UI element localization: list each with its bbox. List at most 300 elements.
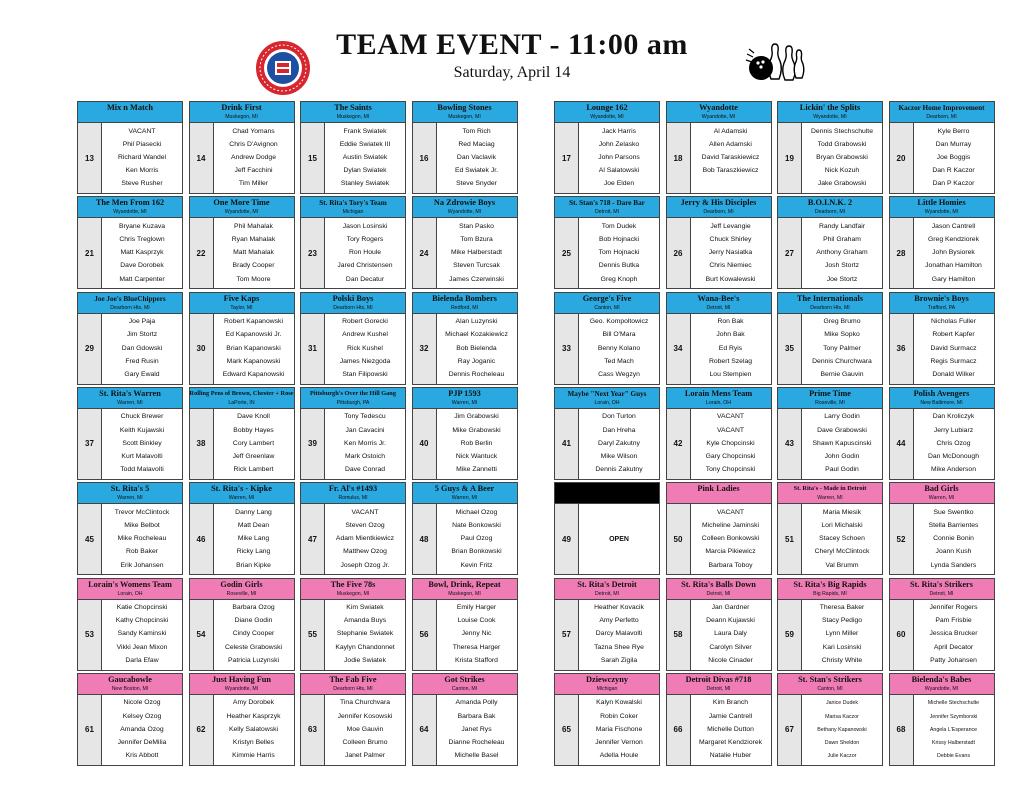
player-name: Dennis Churchwara [812, 357, 872, 365]
player-name: Robert Szelag [708, 357, 753, 365]
player-name: Danny Lang [235, 508, 272, 516]
team-card [777, 196, 883, 289]
team-header [778, 293, 882, 314]
player-name: Stan Pasko [459, 222, 494, 230]
player-name: John Parsons [598, 153, 640, 161]
player-name: Joe Elden [603, 180, 635, 188]
player-name: Edward Kapanowski [222, 370, 285, 378]
team-location: Lorain, OH [594, 399, 620, 406]
team-location: Muskegon, MI [448, 114, 481, 120]
player-name: Ted Mach [604, 357, 634, 365]
player-name: Robert Kapanowski [224, 318, 283, 326]
player-name: Robert Kapfer [932, 331, 975, 339]
player-name: Kalyn Kowalski [596, 699, 642, 707]
player-name: Amy Perfetto [599, 617, 639, 625]
team-header [301, 388, 405, 409]
player-name: Lori Michalski [821, 521, 863, 529]
player-name: Mike Zannetti [456, 466, 497, 474]
team-card [300, 387, 406, 480]
team-location: Michigan [596, 685, 618, 692]
team-location: Muskegon, MI [225, 114, 258, 120]
player-name: Bernie Gauvin [820, 370, 864, 378]
player-name: Stan Filipowski [342, 370, 388, 378]
team-header [890, 579, 994, 600]
team-number: 67 [778, 695, 802, 765]
player-name: Gary Hamilton [931, 275, 976, 283]
team-roster [437, 504, 517, 574]
player-name: John Bysiorek [932, 249, 975, 257]
player-name: Ricky Lang [236, 548, 271, 556]
player-name: Marisa Kaczor [825, 713, 859, 720]
player-name: Jason Losinski [342, 222, 388, 230]
team-header [78, 674, 182, 695]
player-name: Geo. Kompoltowicz [589, 318, 649, 326]
team-name: The Five 78s [330, 579, 376, 589]
team-number: 66 [667, 695, 691, 765]
player-name: Burt Kowalewski [705, 275, 756, 283]
team-location: Lorain, OH [117, 590, 143, 597]
team-roster [579, 409, 659, 479]
player-name: Kyle Berro [937, 127, 970, 135]
team-number: 32 [413, 314, 437, 384]
team-header [413, 579, 517, 600]
player-name: Ed Ryis [718, 344, 743, 352]
team-location: Warren, MI [451, 399, 478, 406]
player-name: Nick Wantuck [455, 453, 498, 461]
team-header [413, 483, 517, 504]
team-location: Dearborn Hts, MI [110, 304, 150, 311]
team-number: 21 [78, 218, 102, 288]
team-roster [325, 409, 405, 479]
player-name: Kim Branch [712, 699, 749, 707]
team-card [889, 196, 995, 289]
player-name: Randy Landfair [818, 222, 866, 230]
team-name: St. Rita's Big Rapids [793, 579, 867, 589]
player-name: Krissy Halberstadt [932, 739, 975, 746]
team-name: The Men From 162 [95, 198, 165, 208]
team-number: 58 [667, 600, 691, 670]
team-card [554, 101, 660, 194]
player-name: Pam Frisbie [935, 617, 972, 625]
player-name: Janet Rys [461, 725, 492, 733]
team-roster [325, 504, 405, 574]
team-name: Drink First [221, 103, 262, 112]
player-name: Erik Johansen [120, 561, 164, 569]
player-name: Mike Grabowski [452, 426, 501, 434]
player-name: Nicole Ozog [123, 699, 161, 707]
player-name: Jared Christensen [337, 262, 393, 270]
team-header [413, 197, 517, 218]
team-location: Warren, MI [451, 495, 478, 502]
team-card [666, 196, 772, 289]
player-name: Jim Stortz [126, 331, 158, 339]
team-roster [325, 218, 405, 288]
team-name: Jerry & His Disciples [680, 198, 757, 208]
team-card [666, 578, 772, 671]
player-name: Dan Murray [935, 140, 972, 148]
team-location: Lorain, OH [705, 399, 732, 406]
player-name: Phil Piasecki [122, 140, 162, 148]
team-number: 42 [667, 409, 691, 479]
team-number: 62 [190, 695, 214, 765]
team-card [412, 387, 518, 480]
player-name: VACANT [351, 508, 379, 516]
player-name: Phil Mahalak [234, 222, 273, 230]
team-header [555, 579, 659, 600]
team-name: Five Kaps [223, 293, 260, 303]
team-location: Wyandotte, MI [224, 209, 259, 216]
player-name: Trevor McClintock [114, 508, 170, 516]
player-name: John Godin [824, 453, 860, 461]
player-name: Kaylyn Chandonnet [335, 643, 395, 651]
team-number: 22 [190, 218, 214, 288]
player-name: Jeff Greenlaw [232, 453, 275, 461]
team-roster [579, 695, 659, 765]
team-card [666, 292, 772, 385]
player-name: John Zelasko [598, 140, 640, 148]
team-number: 28 [890, 218, 914, 288]
player-name: Tom Rich [462, 127, 491, 135]
player-name: Dave Conrad [344, 466, 386, 474]
team-location: Detroit, MI [706, 304, 731, 311]
player-name: Eddie Swiatek III [339, 140, 391, 148]
team-location: Wyandotte, MI [224, 685, 259, 692]
team-header [301, 197, 405, 218]
team-location: Detroit, MI [706, 590, 731, 597]
team-name: Bielenda's Babes [911, 674, 972, 684]
team-roster [214, 695, 294, 765]
team-roster [579, 218, 659, 288]
player-name: Michelle Stechschulte [927, 700, 980, 707]
player-name: Barbara Bak [457, 712, 496, 720]
team-name: Lickin' the Splits [799, 103, 861, 112]
team-card [554, 482, 660, 575]
team-location: Wyandotte, MI [113, 209, 147, 216]
player-name: Tory Rogers [346, 236, 384, 244]
team-location: Roseville, MI [815, 399, 845, 406]
team-roster [802, 600, 882, 670]
player-name: Rob Baker [125, 548, 159, 556]
team-header [555, 388, 659, 409]
team-name: The Saints [334, 103, 372, 112]
player-name: Dan Kroliczyk [932, 413, 975, 421]
player-name: Kevin Fritz [460, 561, 493, 569]
team-number: 38 [190, 409, 214, 479]
player-name: Shawn Kapuscinski [812, 439, 872, 447]
team-number: 37 [78, 409, 102, 479]
team-number: 50 [667, 504, 691, 574]
team-name: Little Homies [917, 198, 966, 208]
team-location: Wyandotte, MI [813, 114, 847, 120]
team-number: 68 [890, 695, 914, 765]
team-roster [914, 218, 994, 288]
team-name: Lorain Mens Team [684, 388, 753, 398]
team-header [78, 388, 182, 409]
player-name: Maria Fischone [595, 725, 643, 733]
player-name: Dawn Sheldon [824, 739, 860, 746]
player-name: Ed Kapanowski Jr. [225, 331, 282, 339]
team-location: Wyandotte, MI [924, 685, 959, 692]
player-name: Dan McDonough [927, 453, 979, 461]
player-name: Micheline Jaminski [701, 521, 760, 529]
player-name: Jennifer Szymborski [929, 713, 978, 720]
player-name: Angela L'Esperance [929, 726, 978, 733]
team-number: 61 [78, 695, 102, 765]
team-roster [691, 218, 771, 288]
team-location: New Baltimore, MI [920, 399, 963, 406]
player-name: Carolyn Silver [709, 643, 752, 651]
player-name: Steven Ozog [345, 521, 385, 529]
team-name: B.O.I.N.K. 2 [807, 198, 853, 208]
team-number: 34 [667, 314, 691, 384]
player-name: Greg Brumo [823, 318, 861, 326]
team-roster [214, 123, 294, 193]
player-name: Paul Godin [825, 466, 859, 474]
player-name: Patricia Luzynski [228, 656, 279, 664]
team-name: One More Time [213, 198, 270, 208]
player-name: Bill O'Mara [602, 331, 636, 339]
team-number: 35 [778, 314, 802, 384]
team-number: 59 [778, 600, 802, 670]
team-card [889, 578, 995, 671]
player-name: Margaret Kendziorek [698, 738, 763, 746]
team-roster [102, 218, 182, 288]
player-name: Adam Mientkiewicz [335, 535, 395, 543]
team-roster [325, 600, 405, 670]
team-card [77, 387, 183, 480]
bowling-pins-icon [745, 40, 807, 84]
team-number: 55 [301, 600, 325, 670]
team-number: 46 [190, 504, 214, 574]
team-name: Wana-Bee's [697, 293, 740, 303]
team-card [412, 578, 518, 671]
team-location: Warren, MI [117, 399, 143, 406]
team-name: Detroit Divas #718 [685, 674, 752, 684]
player-name: Joseph Ozog Jr. [340, 561, 390, 569]
player-name: Connie Bonin [933, 535, 974, 543]
player-name: Louise Cook [457, 617, 496, 625]
team-location: Detroit, MI [929, 590, 954, 597]
team-card [889, 101, 995, 194]
team-roster [579, 123, 659, 193]
player-name: Chris Niemiec [709, 262, 752, 270]
team-header [667, 579, 771, 600]
player-name: Tony Tedescu [344, 413, 386, 421]
player-name: Donald Wilker [932, 370, 975, 378]
team-name: Pittsburgh's Over the Hill Gang [310, 389, 396, 397]
player-name: Brian Kapanowski [226, 344, 281, 352]
player-name: Natalie Huber [709, 752, 752, 760]
player-name: Lou Stempien [709, 370, 752, 378]
player-name: Jennifer DeMilia [117, 738, 167, 746]
team-name: Mix n Match [106, 103, 154, 112]
team-card [889, 387, 995, 480]
player-name: April Decator [933, 643, 974, 651]
team-location: Wyandotte, MI [924, 209, 959, 216]
team-header [667, 483, 771, 504]
player-name: Val Brumm [825, 561, 859, 569]
team-location: Detroit, MI [595, 590, 619, 597]
team-number: 27 [778, 218, 802, 288]
team-location: Wyandotte, MI [590, 114, 624, 120]
player-name: Dan Gdowski [121, 344, 163, 352]
team-number: 16 [413, 123, 437, 193]
player-name: Mike Anderson [931, 466, 976, 474]
team-header [413, 674, 517, 695]
player-name: Nicole Cinader [708, 656, 753, 664]
team-name: Bielenda Bombers [432, 293, 497, 303]
team-roster [214, 409, 294, 479]
team-number: 26 [667, 218, 691, 288]
team-name: St. Rita's Tory's Team [319, 199, 387, 208]
team-card [554, 673, 660, 766]
player-name: Dave Dorobek [120, 262, 164, 270]
team-number: 52 [890, 504, 914, 574]
player-name: Lynda Sanders [930, 561, 977, 569]
player-name: Maria Miesik [822, 508, 862, 516]
team-roster [691, 695, 771, 765]
player-name: James Czerwinski [449, 275, 504, 283]
player-name: Ed Swiatek Jr. [454, 167, 499, 175]
team-roster [802, 695, 882, 765]
player-name: Frank Swiatek [343, 127, 387, 135]
team-location: Canton, MI [451, 685, 478, 692]
player-name: Dennis Stechschulte [811, 127, 873, 135]
player-name: Dennis Rocheleau [448, 370, 505, 378]
player-name: Mike Halberstadt [451, 249, 502, 257]
team-card [77, 101, 183, 194]
team-roster [914, 123, 994, 193]
team-name: Godin Girls [220, 579, 263, 589]
player-name: Amy Dorobek [232, 699, 275, 707]
team-roster [914, 409, 994, 479]
team-number: 20 [890, 123, 914, 193]
player-name: Fred Rusin [125, 357, 159, 365]
team-number: 43 [778, 409, 802, 479]
player-name: Todd Malavolti [120, 466, 164, 474]
team-header [890, 102, 994, 123]
team-number: 64 [413, 695, 437, 765]
player-name: Tom Dudek [601, 222, 637, 230]
player-name: Dave Knoll [237, 413, 270, 421]
player-name: Matt Mahalak [233, 249, 274, 257]
player-name: Chris D'Avignon [229, 140, 278, 148]
player-name: Matt Kasprzyk [120, 249, 164, 257]
player-name: VACANT [716, 413, 745, 421]
player-name: Moe Gauvin [346, 725, 384, 733]
team-card [666, 387, 772, 480]
team-card [777, 387, 883, 480]
player-name: Theresa Harger [452, 643, 501, 651]
player-name: Matt Dean [237, 521, 270, 529]
team-name: St. Rita's Detroit [577, 579, 637, 589]
player-name: Celeste Grabowski [224, 643, 283, 651]
player-name: Amanda Polly [455, 699, 498, 707]
team-number: 60 [890, 600, 914, 670]
team-name: George's Five [582, 293, 632, 303]
player-name: Kari Losinski [822, 643, 862, 651]
player-name: Jamie Cantrell [708, 712, 753, 720]
team-location: New Boston, MI [111, 685, 149, 692]
player-name: Janice Dudek [825, 700, 859, 707]
team-card [889, 673, 995, 766]
team-number: 49 [555, 504, 579, 574]
team-card [554, 578, 660, 671]
player-name: Dylan Swiatek [343, 167, 387, 175]
team-name: The Fab Five [329, 674, 377, 684]
player-name: Robert Gorecki [342, 318, 388, 326]
team-number: 65 [555, 695, 579, 765]
player-name: Dianne Rocheleau [448, 738, 505, 746]
player-name: Matt Carpenter [119, 275, 165, 283]
team-location: Dearborn, MI [814, 209, 846, 216]
team-name: St. Rita's Strikers [910, 579, 973, 589]
player-name: Larry Godin [824, 413, 860, 421]
player-name: Dave Grabowski [817, 426, 867, 434]
player-name: Laura Daly [714, 630, 747, 638]
player-name: Dan R Kaczor [932, 167, 975, 175]
team-header [890, 197, 994, 218]
team-header [778, 102, 882, 123]
player-name: Jennifer Rogers [929, 604, 978, 612]
player-name: Matthew Ozog [343, 548, 387, 556]
player-name: Gary Chopcinski [705, 453, 756, 461]
player-name: Tony Palmer [823, 344, 861, 352]
team-roster [914, 504, 994, 574]
player-name: Michelle Basel [454, 752, 499, 760]
team-card [189, 482, 295, 575]
player-name: Jerry Lubiarz [933, 426, 974, 434]
player-name: Nicholas Fuller [931, 318, 976, 326]
team-location: LaPorte, IN [228, 399, 255, 406]
team-roster [691, 600, 771, 670]
team-name: Prime Time [809, 388, 851, 398]
player-name: Ken Morris [125, 167, 159, 175]
team-location: Warren, MI [117, 495, 143, 502]
player-name: Josh Stortz [825, 262, 859, 270]
player-name: Jennifer Vernon [595, 738, 643, 746]
player-name: Bryan Grabowski [816, 153, 868, 161]
player-name: Rick Lambert [233, 466, 274, 474]
team-header [190, 102, 294, 123]
team-location: Trafford, PA [927, 304, 956, 311]
team-roster [437, 600, 517, 670]
team-card [666, 482, 772, 575]
player-name: Colleen Bonkowski [701, 535, 760, 543]
player-name: Scott Binkley [122, 439, 162, 447]
team-card [300, 196, 406, 289]
team-location: Warren, MI [228, 495, 255, 502]
team-header [413, 388, 517, 409]
open-slot-label: OPEN [609, 535, 629, 543]
player-name: Dennis Butka [598, 262, 640, 270]
player-name: Kim Swiatek [346, 604, 384, 612]
team-header [555, 102, 659, 123]
player-name: Bob Taraszkiewicz [702, 167, 759, 175]
page-header [0, 0, 1024, 98]
player-name: Dan Decatur [345, 275, 385, 283]
team-roster [802, 218, 882, 288]
team-card [554, 387, 660, 480]
team-location: Muskegon, MI [336, 590, 370, 597]
right-team-grid [554, 101, 991, 763]
team-location: Wyandotte, MI [447, 209, 482, 216]
player-name: Robin Coker [600, 712, 638, 720]
player-name: Allen Adamski [709, 140, 752, 148]
player-name: Regis Surmacz [930, 357, 977, 365]
player-name: Adella Houle [599, 752, 639, 760]
team-card [554, 196, 660, 289]
